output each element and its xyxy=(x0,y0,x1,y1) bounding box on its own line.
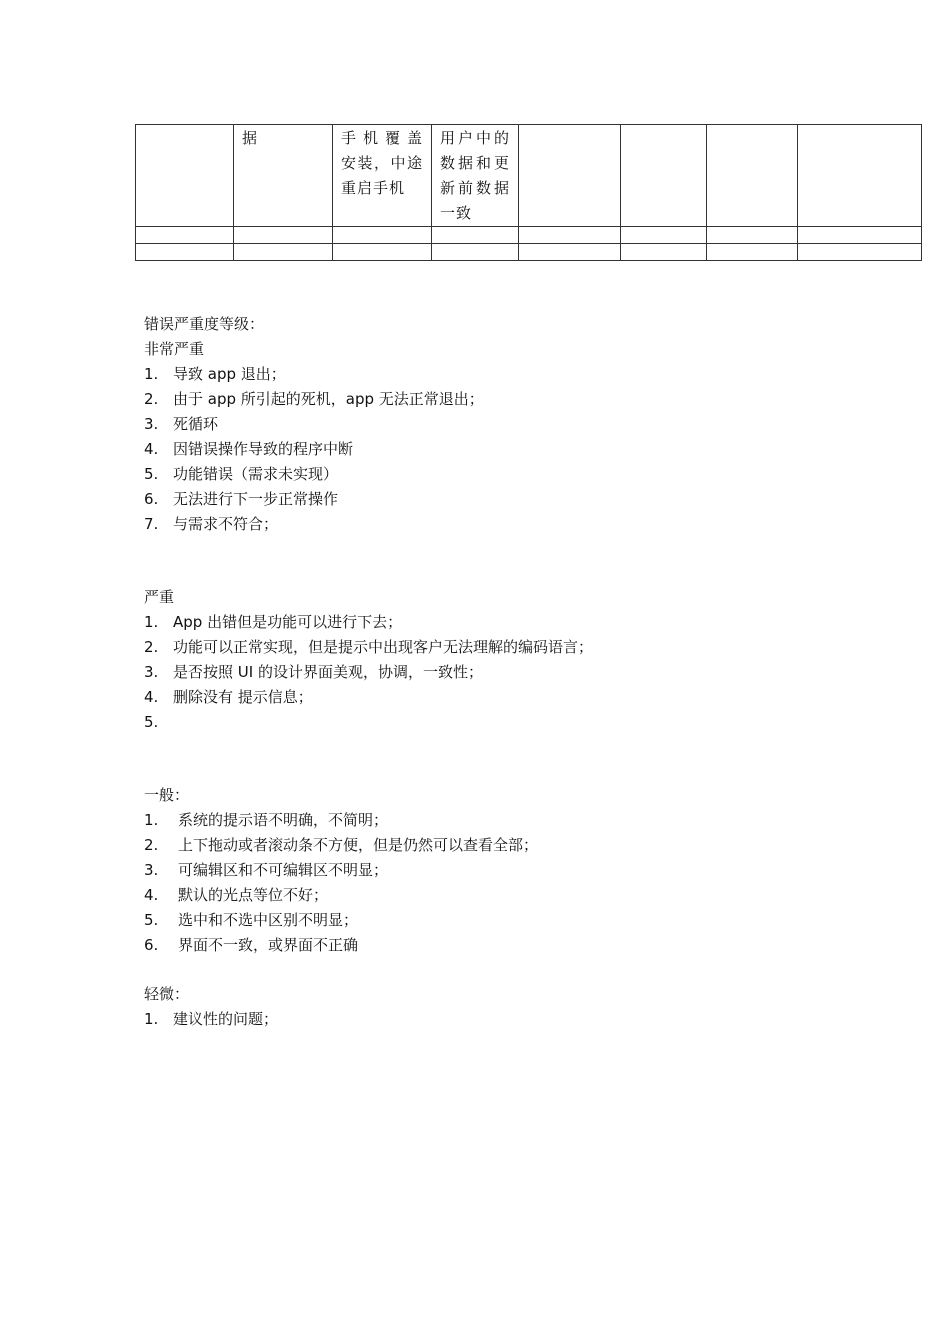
level-title: 轻微： xyxy=(144,985,190,1003)
table-cell xyxy=(136,244,234,261)
list-item xyxy=(144,1007,278,1032)
serious-list xyxy=(144,610,593,735)
list-text: 删除没有 提示信息； xyxy=(173,688,313,706)
list-item xyxy=(144,833,538,858)
general-list xyxy=(144,808,538,958)
list-text: 系统的提示语不明确，不简明； xyxy=(178,811,389,829)
list-number: 2. xyxy=(144,836,159,854)
list-item xyxy=(144,610,593,635)
list-text: 与需求不符合； xyxy=(173,515,279,533)
list-number: 3. xyxy=(144,415,159,433)
list-number: 1. xyxy=(144,811,159,829)
list-text: App 出错但是功能可以进行下去； xyxy=(173,613,403,631)
table-cell xyxy=(621,227,707,244)
severity-heading: 错误严重度等级： xyxy=(144,315,265,333)
table-cell xyxy=(519,125,621,227)
list-text: 死循环 xyxy=(173,415,219,433)
table-cell xyxy=(519,244,621,261)
table-cell xyxy=(621,125,707,227)
table-cell xyxy=(707,125,798,227)
list-number: 1. xyxy=(144,365,159,383)
list-text: 上下拖动或者滚动条不方便，但是仍然可以查看全部； xyxy=(178,836,539,854)
table-row xyxy=(136,125,922,227)
list-item xyxy=(144,387,484,412)
severity-section-serious xyxy=(144,585,593,735)
list-text: 因错误操作导致的程序中断 xyxy=(173,440,354,458)
table-cell xyxy=(621,244,707,261)
list-number: 3. xyxy=(144,861,159,879)
list-item xyxy=(144,685,593,710)
list-item xyxy=(144,808,538,833)
very-serious-list xyxy=(144,362,484,537)
list-item xyxy=(144,660,593,685)
cell-line: 一致 xyxy=(440,204,473,222)
list-item xyxy=(144,858,538,883)
cell-text xyxy=(333,125,431,201)
severity-section-very-serious xyxy=(144,312,484,537)
list-item xyxy=(144,437,484,462)
table-cell xyxy=(707,227,798,244)
cell-line: 重启手机 xyxy=(341,179,406,197)
list-item xyxy=(144,487,484,512)
table-row xyxy=(136,244,922,261)
list-number: 7. xyxy=(144,515,159,533)
table-cell xyxy=(234,227,333,244)
level-title: 一般： xyxy=(144,786,190,804)
list-text: 无法进行下一步正常操作 xyxy=(173,490,339,508)
minor-list xyxy=(144,1007,278,1032)
list-text: 界面不一致，或界面不正确 xyxy=(178,936,359,954)
list-text: 可编辑区和不可编辑区不明显； xyxy=(178,861,389,879)
list-number: 1. xyxy=(144,1010,159,1028)
list-number: 5. xyxy=(144,465,159,483)
cell-text: 据 xyxy=(242,129,258,147)
list-number: 1. xyxy=(144,613,159,631)
list-text: 由于 app 所引起的死机，app 无法正常退出； xyxy=(173,390,484,408)
list-number: 5. xyxy=(144,713,159,731)
list-item xyxy=(144,908,538,933)
severity-section-general xyxy=(144,783,538,958)
list-item xyxy=(144,883,538,908)
list-item xyxy=(144,933,538,958)
cell-line: 用户中的 xyxy=(440,129,510,147)
list-number: 4. xyxy=(144,886,159,904)
table-cell xyxy=(136,125,234,227)
test-case-table xyxy=(135,124,922,261)
table-cell xyxy=(333,227,432,244)
level-title: 严重 xyxy=(144,588,175,606)
severity-section-minor xyxy=(144,982,278,1032)
list-text: 选中和不选中区别不明显； xyxy=(178,911,359,929)
list-item xyxy=(144,710,593,735)
list-number: 6. xyxy=(144,490,159,508)
table-cell xyxy=(432,125,519,227)
cell-line: 手 机 覆 盖 xyxy=(341,129,423,147)
list-item xyxy=(144,462,484,487)
table-cell xyxy=(432,227,519,244)
list-number: 4. xyxy=(144,688,159,706)
table-cell xyxy=(333,125,432,227)
list-item xyxy=(144,512,484,537)
list-number: 4. xyxy=(144,440,159,458)
table-cell xyxy=(798,244,922,261)
table-cell xyxy=(798,125,922,227)
cell-line: 数据和更 xyxy=(440,154,510,172)
list-text: 建议性的问题； xyxy=(173,1010,279,1028)
table-cell xyxy=(136,227,234,244)
level-title: 非常严重 xyxy=(144,340,205,358)
cell-line: 安装，中途 xyxy=(341,154,423,172)
table-cell xyxy=(234,125,333,227)
table-cell xyxy=(432,244,519,261)
cell-text xyxy=(432,125,518,226)
table-cell xyxy=(234,244,333,261)
list-number: 6. xyxy=(144,936,159,954)
table-cell xyxy=(798,227,922,244)
list-number: 3. xyxy=(144,663,159,681)
table-cell xyxy=(333,244,432,261)
cell-line: 新前数据 xyxy=(440,179,510,197)
list-text: 默认的光点等位不好； xyxy=(178,886,329,904)
list-text: 是否按照 UI 的设计界面美观，协调，一致性； xyxy=(173,663,483,681)
list-number: 2. xyxy=(144,638,159,656)
list-number: 2. xyxy=(144,390,159,408)
list-item xyxy=(144,635,593,660)
list-number: 5. xyxy=(144,911,159,929)
table-row xyxy=(136,227,922,244)
list-text: 功能可以正常实现，但是提示中出现客户无法理解的编码语言； xyxy=(173,638,594,656)
list-text: 导致 app 退出； xyxy=(173,365,286,383)
table-cell xyxy=(519,227,621,244)
list-item xyxy=(144,362,484,387)
table-cell xyxy=(707,244,798,261)
list-item xyxy=(144,412,484,437)
list-text: 功能错误（需求未实现） xyxy=(173,465,339,483)
